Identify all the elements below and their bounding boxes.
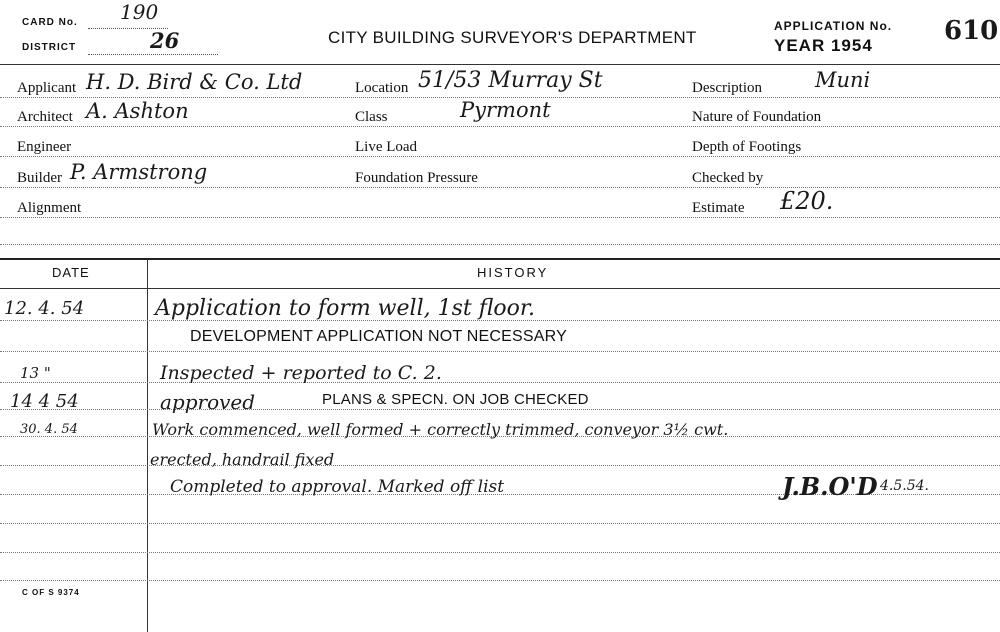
history-row-4-text: approved <box>160 390 256 414</box>
history-line-3 <box>0 382 1000 383</box>
history-line-10 <box>0 580 1000 581</box>
history-top-rule <box>0 258 1000 260</box>
applicant-label: Applicant <box>17 80 77 96</box>
history-row-3-text: Inspected + reported to C. 2. <box>160 362 442 384</box>
history-line-4 <box>0 409 1000 410</box>
application-no-value: 610 <box>944 16 999 46</box>
department-title: CITY BUILDING SURVEYOR'S DEPARTMENT <box>328 28 697 47</box>
description-label: Description <box>692 80 762 96</box>
nature-of-foundation-label: Nature of Foundation <box>692 109 822 125</box>
builder-value: P. Armstrong <box>70 160 208 184</box>
class-value: Pyrmont <box>460 98 551 122</box>
foundation-pressure-label: Foundation Pressure <box>355 170 478 186</box>
date-header: DATE <box>52 265 90 280</box>
live-load-label: Live Load <box>355 139 418 155</box>
card-no-value: 190 <box>120 0 159 24</box>
district-label: DISTRICT <box>22 42 77 53</box>
estimate-label: Estimate <box>692 200 745 216</box>
engineer-label: Engineer <box>17 139 72 155</box>
signature: J.B.O'D <box>782 472 878 501</box>
history-row-1-date: 12. 4. 54 <box>4 298 85 319</box>
builder-label: Builder <box>17 170 62 186</box>
history-row-7-text: Completed to approval. Marked off list <box>170 477 505 497</box>
history-line-2 <box>0 351 1000 352</box>
alignment-label: Alignment <box>17 200 82 216</box>
architect-value: A. Ashton <box>86 99 189 123</box>
history-row-5-date: 30. 4. 54 <box>20 422 78 437</box>
application-no-label: APPLICATION No. <box>774 19 893 33</box>
location-label: Location <box>355 80 409 96</box>
field-line-3 <box>0 156 1000 157</box>
history-header: HISTORY <box>477 265 549 280</box>
district-line <box>88 54 218 55</box>
history-row-2-stamp: DEVELOPMENT APPLICATION NOT NECESSARY <box>190 328 567 345</box>
history-row-1-text: Application to form well, 1st floor. <box>155 296 535 321</box>
field-line-5 <box>0 217 1000 218</box>
signature-date: 4.5.54. <box>880 478 929 494</box>
history-row-4-stamp: PLANS & SPECN. ON JOB CHECKED <box>322 391 589 408</box>
location-value: 51/53 Murray St <box>418 68 603 93</box>
history-line-9 <box>0 552 1000 553</box>
field-line-2 <box>0 126 1000 127</box>
estimate-value: £20. <box>780 187 834 215</box>
card-no-label: CARD No. <box>22 17 78 28</box>
description-value: Muni <box>815 68 871 92</box>
history-line-8 <box>0 523 1000 524</box>
district-value: 26 <box>150 28 180 53</box>
history-header-rule <box>0 288 1000 289</box>
class-label: Class <box>355 109 388 125</box>
field-line-4 <box>0 187 1000 188</box>
history-row-5-text: Work commenced, well formed + correctly trimmed, conveyor 3½ cwt. <box>152 420 729 439</box>
checked-by-label: Checked by <box>692 170 764 186</box>
history-row-3-date: 13 " <box>20 364 51 382</box>
history-row-6-text: erected, handrail fixed <box>150 450 335 469</box>
applicant-value: H. D. Bird & Co. Ltd <box>86 70 303 94</box>
field-line-6 <box>0 244 1000 245</box>
architect-label: Architect <box>17 109 73 125</box>
depth-of-footings-label: Depth of Footings <box>692 139 802 155</box>
year-label: YEAR 1954 <box>774 36 873 55</box>
form-code: C OF S 9374 <box>22 588 80 597</box>
header-divider <box>0 64 1000 65</box>
history-row-4-date: 14 4 54 <box>10 391 79 412</box>
date-column-divider <box>147 259 148 632</box>
